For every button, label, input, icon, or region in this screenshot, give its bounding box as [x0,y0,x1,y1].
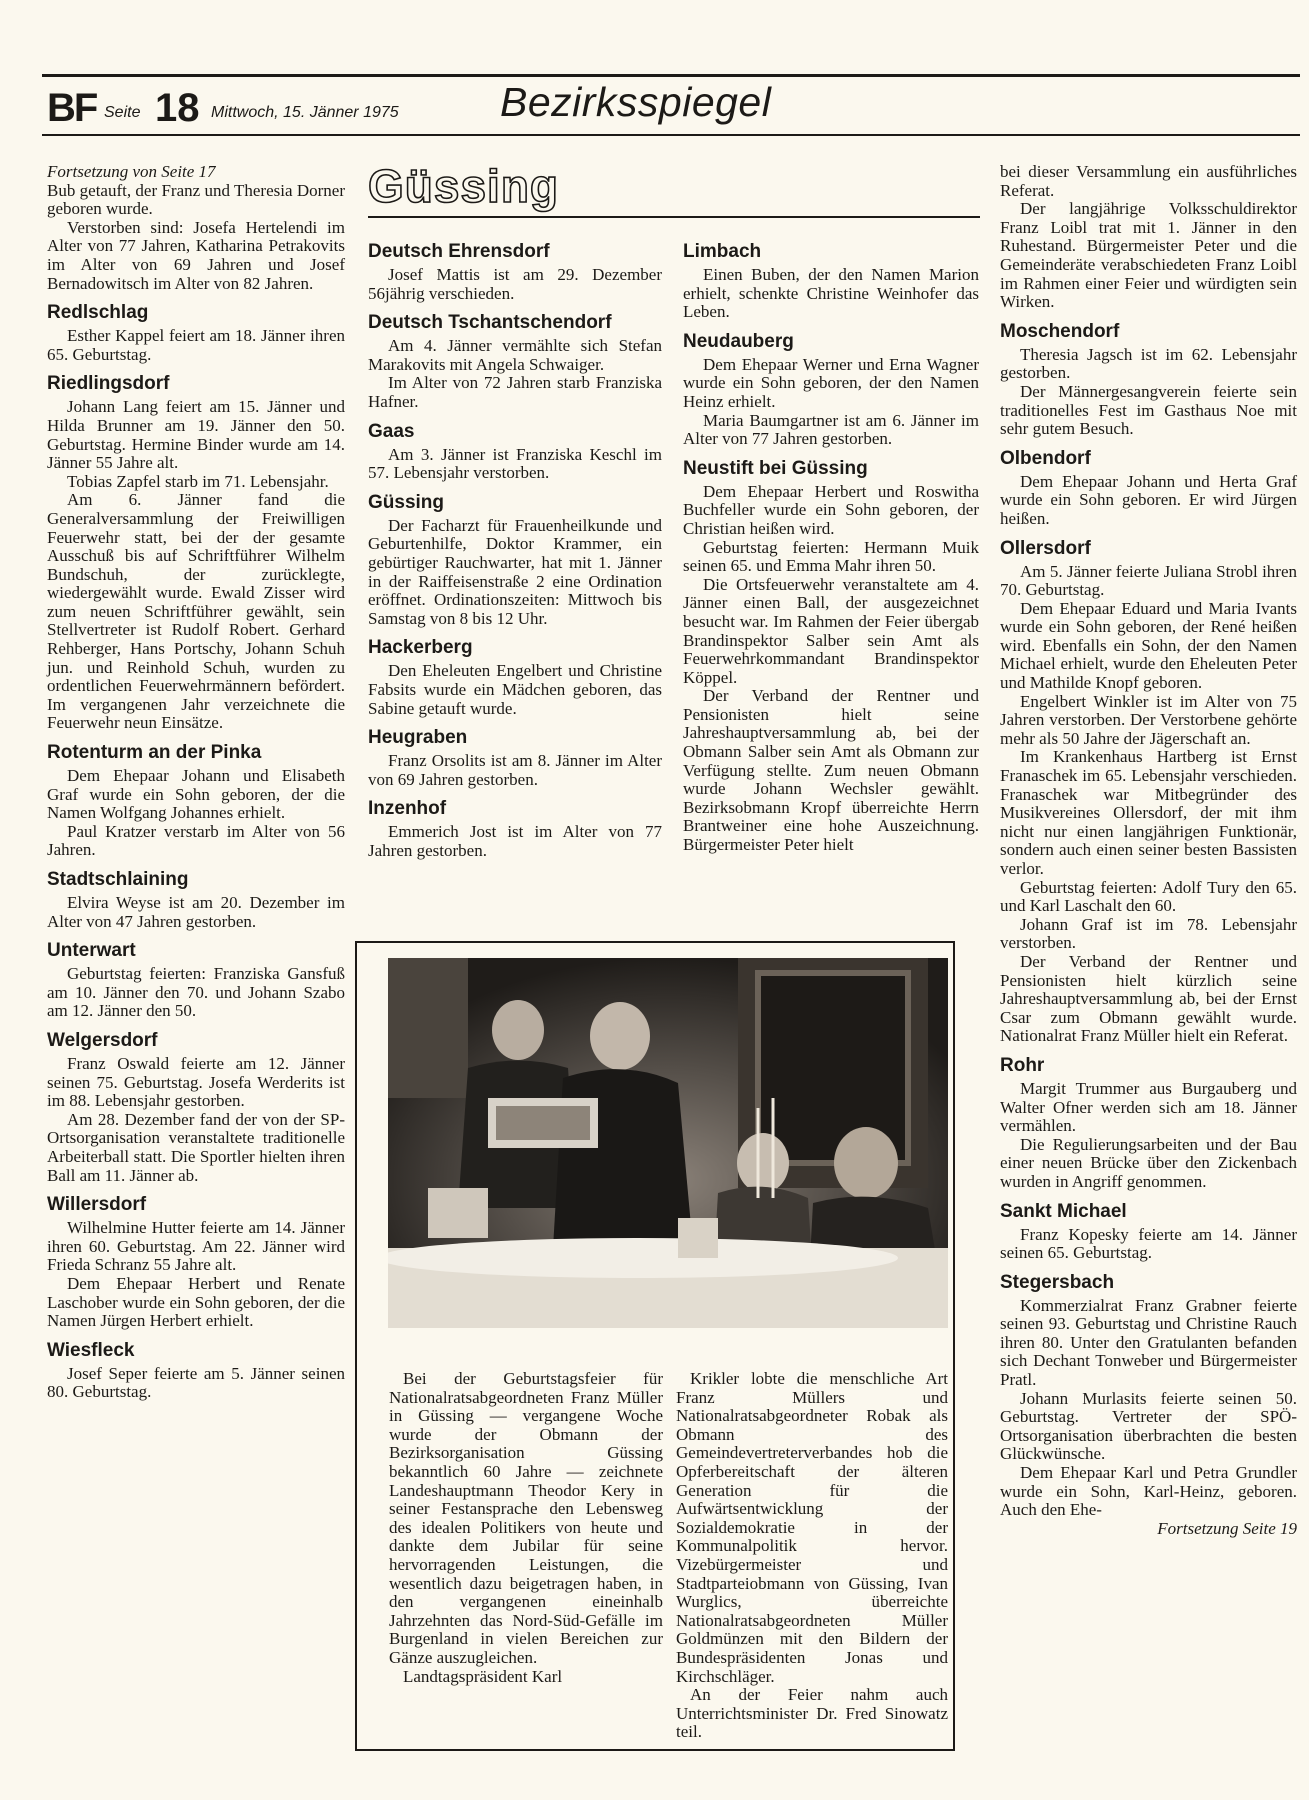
masthead-logo: BF [47,86,97,130]
page-number: 18 [155,86,200,130]
news-paragraph: Esther Kappel feiert am 18. Jänner ihren 65. Geburtstag. [47,326,345,364]
news-paragraph: Am 6. Jänner fand die Generalversammlung der Freiwilligen Feuerwehr statt, bei der der gesamte Ausschuß bis auf Schriftführer Wilhelm Bundschuh, der zurücklegte, wiedergewählt wurde. Ewald Zisser wird zum neuen Schriftführer gewählt, sein Stellvertreter ist Rudolf Robert. Gerhard Rehberger, Hans Portschy, Johann Schuh jun. und Reinhold Schuh, wurden zu ordentlichen Feuerwehrmännern befördert. Im vergangenen Jahr verzeichnete die Feuerwehr neun Einsätze. [47,490,345,733]
locality-heading: Hackerberg [368,637,473,659]
news-paragraph: Kommerzialrat Franz Grabner feierte seinen 93. Geburtstag und Christine Rauch ihren 80. Unter den Gratulanten befanden sich Dechant Tonweber und Bürgermeister Pratl. [1000,1295,1297,1390]
news-paragraph: Johann Graf ist im 78. Lebensjahr verstorben. [1000,914,1297,953]
locality-heading: Wiesfleck [47,1339,135,1361]
news-paragraph: Johann Murlasits feierte seinen 50. Geburtstag. Vertreter der SPÖ-Ortsorganisation überbrachten die besten Glückwünsche. [1000,1388,1297,1464]
column-1 [47,163,345,1402]
news-paragraph: Am 28. Dezember fand der von der SP-Ortsorganisation veranstaltete traditionelle Arbeiterball statt. Die Sportler hielten ihren Ball am 11. Jänner ab. [47,1109,345,1185]
news-paragraph: Dem Ehepaar Herbert und Renate Laschober wurde ein Sohn geboren, der die Namen Jürgen Herbert erhielt. [47,1273,345,1331]
news-paragraph: Theresia Jagsch ist im 62. Lebensjahr gestorben. [1000,344,1297,383]
continuation-note: Fortsetzung von Seite 17 [47,162,216,181]
news-paragraph: Am 3. Jänner ist Franziska Keschl im 57. Lebensjahr verstorben. [368,444,662,483]
section-logo-rule [368,216,980,218]
locality-heading: Olbendorf [1000,447,1091,469]
news-paragraph: Der Männergesangverein feierte sein traditionelles Fest im Gasthaus Noe mit sehr gutem Besuch. [1000,381,1297,439]
news-paragraph: Verstorben sind: Josefa Hertelendi im Alter von 77 Jahren, Katharina Petrakovits im Alter von 69 Jahren und Josef Bernadowitsch im Alter von 82 Jahren. [47,217,345,293]
locality-heading: Ollersdorf [1000,537,1091,559]
news-paragraph: Geburtstag feierten: Adolf Tury den 65. und Karl Laschalt den 60. [1000,877,1297,916]
news-paragraph: Am 4. Jänner vermählte sich Stefan Marakovits mit Angela Schwaiger. [368,336,662,374]
locality-heading: Rotenturm an der Pinka [47,742,262,764]
event-photo [388,958,948,1328]
locality-heading: Stadtschlaining [47,869,189,890]
locality-heading: Riedlingsdorf [47,373,170,395]
locality-heading: Deutsch Ehrensdorf [368,241,550,262]
news-paragraph: Dem Ehepaar Werner und Erna Wagner wurde ein Sohn geboren, der den Namen Heinz erhielt. [683,354,979,411]
news-paragraph: Dem Ehepaar Eduard und Maria Ivants wurde ein Sohn geboren, der René heißen wird. Ebenfalls ein Sohn, der den Namen Michael erhielt, wurde den Eheleuten Peter und Mathilde Knopf geboren. [1000,598,1297,693]
issue-date: Mittwoch, 15. Jänner 1975 [211,104,399,121]
locality-heading: Deutsch Tschantschendorf [368,312,612,334]
photo-caption-right [676,1370,948,1742]
header-top-rule [42,74,1300,77]
news-paragraph: Am 5. Jänner feierte Juliana Strobl ihren 70. Geburtstag. [1000,561,1297,600]
news-paragraph: Der Facharzt für Frauenheilkunde und Geburtenhilfe, Doktor Krammer, ein gebürtiger Rauchwarter, hat mit 1. Jänner in der Raiffeisenstraße 2 eine Ordination eröffnet. Ordinationszeiten: Mittwoch bis Samstag von 8 bis 12 Uhr. [368,515,662,628]
column-4 [1000,163,1297,1538]
photo-caption-left [389,1370,663,1686]
news-paragraph: Im Alter von 72 Jahren starb Franziska Hafner. [368,373,662,411]
caption-paragraph: An der Feier nahm auch Unterrichtsminister Dr. Fred Sinowatz teil. [676,1685,948,1742]
news-paragraph: Die Regulierungsarbeiten und der Bau einer neuen Brücke über den Zickenbach wurden in Angriff genommen. [1000,1134,1297,1191]
locality-heading: Moschendorf [1000,320,1120,342]
news-paragraph: Engelbert Winkler ist im Alter von 75 Jahren verstorben. Der Verstorbene gehörte mehr als 50 Jahre der Jägerschaft an. [1000,691,1297,748]
locality-heading: Willersdorf [47,1194,147,1216]
locality-heading: Stegersbach [1000,1271,1115,1293]
news-paragraph: Emmerich Jost ist im Alter von 77 Jahren gestorben. [368,822,662,860]
news-paragraph: Dem Ehepaar Karl und Petra Grundler wurde ein Sohn, Karl-Heinz, geboren. Auch den Ehe- [1000,1463,1297,1520]
news-paragraph: Franz Kopesky feierte am 14. Jänner seinen 65. Geburtstag. [1000,1224,1297,1263]
column-3 [683,232,979,855]
news-paragraph: Im Krankenhaus Hartberg ist Ernst Franaschek im 65. Lebensjahr verschieden. Franaschek war Mitbegründer des Musikvereines Ollersdorf, der mit ihm nicht nur einen langjährigen Funktionär, sondern auch einen seiner besten Bassisten verlor. [1000,747,1297,878]
news-paragraph: Josef Mattis ist am 29. Dezember 56jährig verschieden. [368,265,662,303]
news-paragraph: Elvira Weyse ist am 20. Dezember im Alter von 47 Jahren gestorben. [47,893,345,931]
news-paragraph: Wilhelmine Hutter feierte am 14. Jänner ihren 60. Geburtstag. Am 22. Jänner wird Frieda Schranz 55 Jahre alt. [47,1218,345,1275]
locality-heading: Unterwart [47,940,136,962]
locality-heading: Neudauberg [683,330,794,352]
page-label: Seite [104,104,141,121]
news-paragraph: Tobias Zapfel starb im 71. Lebensjahr. [67,471,329,491]
news-paragraph: Franz Oswald feierte am 12. Jänner seinen 75. Geburtstag. Josefa Werderits ist im 88. Lebensjahr gestorben. [47,1053,345,1111]
locality-heading: Limbach [683,241,762,262]
locality-heading: Rohr [1000,1054,1045,1076]
news-paragraph: Dem Ehepaar Johann und Herta Graf wurde ein Sohn geboren. Er wird Jürgen heißen. [1000,471,1297,528]
header-bottom-rule [42,134,1300,136]
caption-paragraph: Krikler lobte die menschliche Art Franz Müllers und Nationalratsabgeordneter Robak als Obmann des Gemeindevertreterverbandes hob die Opferbereitschaft der älteren Generation für die Aufwärtsentwicklung der Sozialdemokratie in der Kommunalpolitik hervor. Vizebürgermeister und Stadtparteiobmann von Güssing, Ivan Wurglics, überreichte Nationalratsabgeordneten Müller Goldmünzen mit den Bildern der Bundespräsidenten Jonas und Kirchschläger. [676,1369,948,1686]
news-paragraph: Den Eheleuten Engelbert und Christine Fabsits wurde ein Mädchen geboren, das Sabine getauft wurde. [368,661,662,718]
news-paragraph: bei dieser Versammlung ein ausführliches Referat. [1000,162,1297,200]
news-paragraph: Geburtstag feierten: Hermann Muik seinen 65. und Emma Mahr ihren 50. [683,537,979,576]
news-paragraph: Der langjährige Volksschuldirektor Franz Loibl trat mit 1. Jänner in den Ruhestand. Bürgermeister Peter und die Gemeinderäte verabschiedeten Franz Loibl im Rahmen einer Feier und würdigten sein Wirken. [1000,199,1297,312]
news-paragraph: Einen Buben, der den Namen Marion erhielt, schenkte Christine Weinhofer das Leben. [683,265,979,322]
section-title: Bezirksspiegel [500,79,772,125]
news-paragraph: Dem Ehepaar Herbert und Roswitha Buchfeller wurde ein Sohn geboren, der Christian heißen wird. [683,481,979,538]
news-paragraph: Der Verband der Rentner und Pensionisten hielt kürzlich seine Jahreshauptversammlung ab, bei der Ernst Csar zum Obmann gewählt wurde. Nationalrat Franz Müller hielt ein Referat. [1000,951,1297,1046]
section-logo-guessing: Güssing [368,160,560,212]
news-paragraph: Josef Seper feierte am 5. Jänner seinen 80. Geburtstag. [47,1363,345,1402]
news-paragraph: Margit Trummer aus Burgauberg und Walter Ofner werden sich am 18. Jänner vermählen. [1000,1078,1297,1136]
news-paragraph: Dem Ehepaar Johann und Elisabeth Graf wurde ein Sohn geboren, der die Namen Wolfgang Johannes erhielt. [47,766,345,823]
news-paragraph: Johann Lang feiert am 15. Jänner und Hilda Brunner am 19. Jänner den 50. Geburtstag. Hermine Binder wurde am 14. Jänner 55 Jahre alt. [47,397,345,473]
news-paragraph: Maria Baumgartner ist am 6. Jänner im Alter von 77 Jahren gestorben. [683,410,979,449]
locality-heading: Inzenhof [368,798,447,820]
locality-heading: Welgersdorf [47,1029,158,1051]
event-photo-image [388,958,948,1328]
locality-heading: Gaas [368,420,415,442]
locality-heading: Redlschlag [47,302,149,324]
caption-paragraph: Bei der Geburtstagsfeier für Nationalratsabgeordneten Franz Müller in Güssing — vergangene Woche wurde der Obmann der Bezirksorganisation Güssing bekanntlich 60 Jahre — zeichnete Landeshauptmann Theodor Kery in seiner Festansprache den Lebensweg des idealen Politikers von heute und dankte dem Jubilar für seine hervorragenden Leistungen, die wesentlich dazu beigetragen haben, in den vergangenen eineinhalb Jahrzehnten das Nord-Süd-Gefälle im Burgenland in vielen Bereichen zur Gänze auszugleichen. [389,1369,663,1667]
locality-heading: Sankt Michael [1000,1200,1127,1222]
continuation-note: Fortsetzung Seite 19 [1157,1518,1297,1538]
news-paragraph: Franz Orsolits ist am 8. Jänner im Alter von 69 Jahren gestorben. [368,751,662,789]
news-paragraph: Paul Kratzer verstarb im Alter von 56 Jahren. [47,821,345,860]
news-paragraph: Der Verband der Rentner und Pensionisten hielt seine Jahreshauptversammlung ab, bei der Obmann Salber sein Amt als Obmann zur Verfügung stellte. Zum neuen Obmann wurde Johann Wechsler gewählt. Bezirksobmann Kropf überreichte Herrn Brantweiner eine hohe Auszeichnung. Bürgermeister Peter hielt [683,686,979,855]
news-paragraph: Geburtstag feierten: Franziska Gansfuß am 10. Jänner den 70. und Johann Szabo am 12. Jänner den 50. [47,964,345,1021]
locality-heading: Heugraben [368,727,468,749]
caption-paragraph: Landtagspräsident Karl [403,1666,563,1686]
locality-heading: Güssing [368,491,445,513]
news-paragraph: Bub getauft, der Franz und Theresia Dorner geboren wurde. [47,180,345,219]
column-2 [368,232,662,860]
locality-heading: Neustift bei Güssing [683,457,868,479]
news-paragraph: Die Ortsfeuerwehr veranstaltete am 4. Jänner einen Ball, der ausgezeichnet besucht war. Im Rahmen der Feier übergab Brandinspektor Salber sein Amt als Feuerwehrkommandant Brandinspektor Köppel. [683,574,979,687]
